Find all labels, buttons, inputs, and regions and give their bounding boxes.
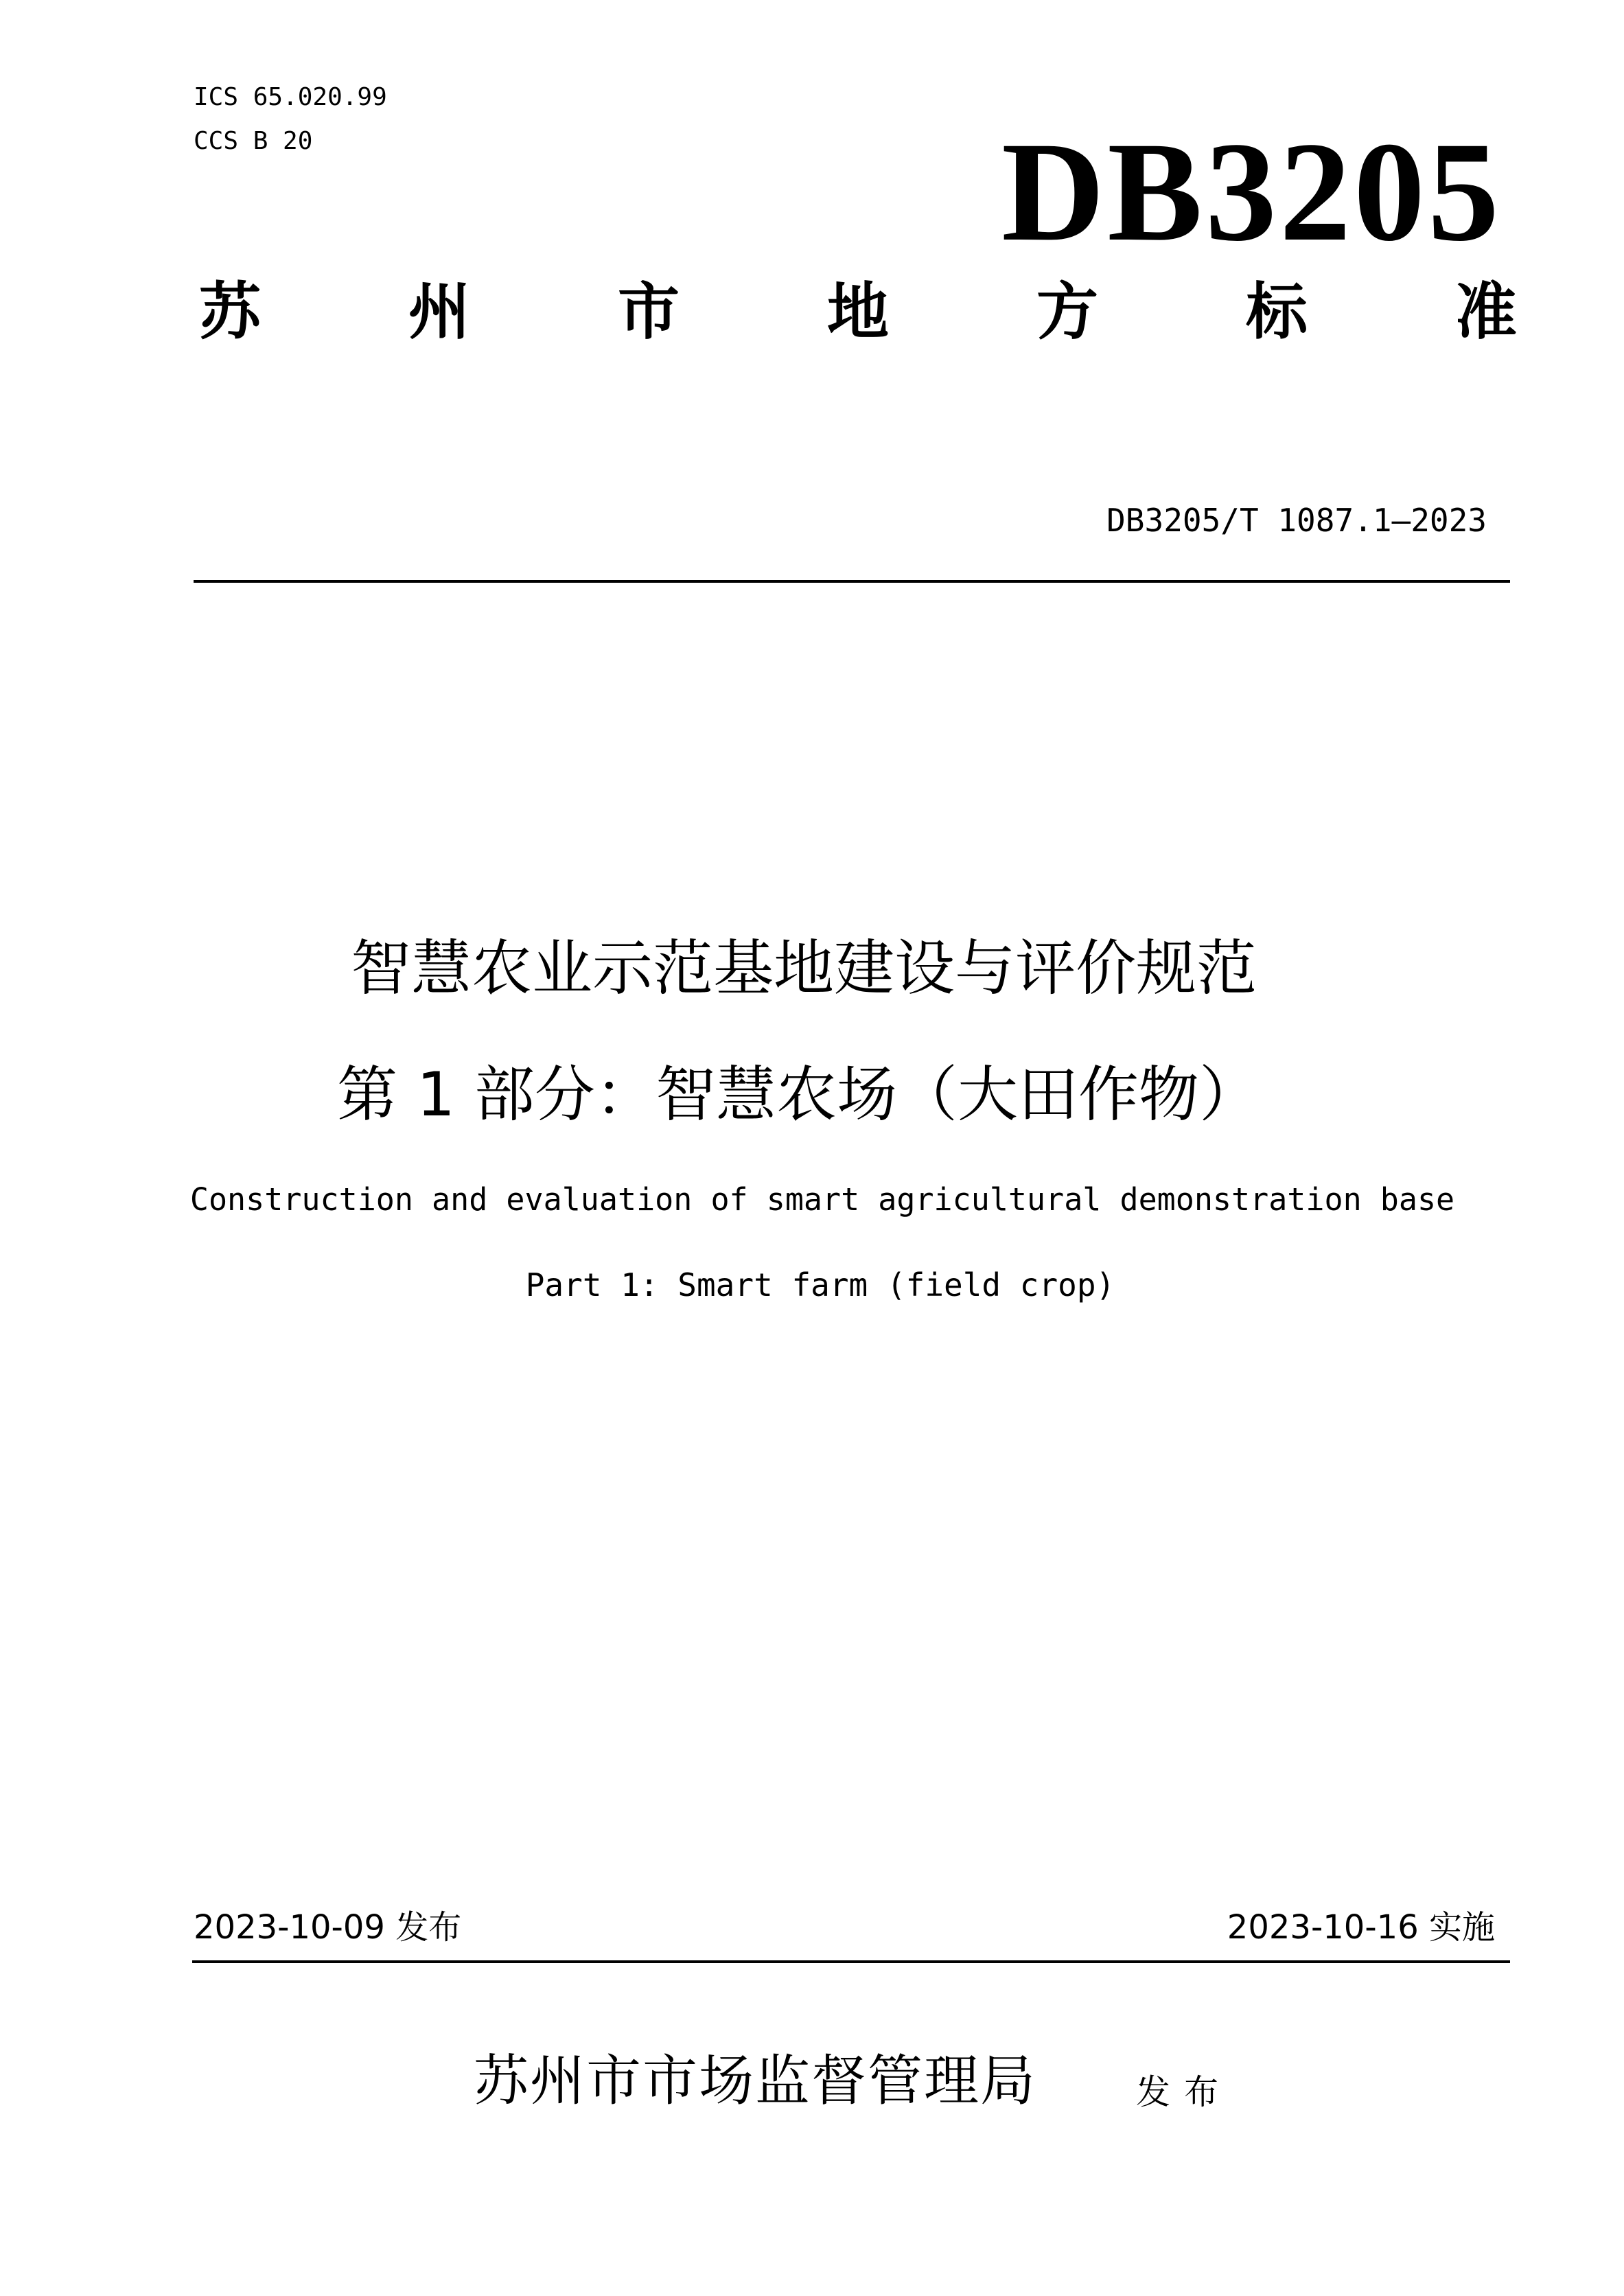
heading-char: 州 (408, 276, 470, 348)
ics-code: ICS 65.020.99 (194, 83, 387, 111)
db-logo: DB3205 (1001, 113, 1502, 270)
title-english-main: Construction and evaluation of smart agricultural demonstration base (189, 1181, 1455, 1218)
heading-char: 方 (1036, 276, 1098, 348)
local-standard-heading (199, 275, 1517, 350)
title-chinese-part: 第 1 部分：智慧农场（大田作物） (337, 1059, 1260, 1130)
top-divider (194, 580, 1510, 583)
heading-char: 地 (827, 276, 889, 348)
heading-char: 标 (1246, 276, 1308, 348)
implementation-date: 2023-10-16 实施 (1227, 1908, 1495, 1947)
bottom-divider (192, 1960, 1510, 1963)
heading-char: 苏 (199, 276, 261, 348)
title-english-part: Part 1: Smart farm (field crop) (525, 1266, 1115, 1303)
heading-char: 市 (618, 276, 680, 348)
issuing-label: 发布 (1136, 2072, 1232, 2112)
standard-number: DB3205/T 1087.1—2023 (1106, 502, 1487, 539)
issue-date: 2023-10-09 发布 (194, 1908, 462, 1947)
ccs-code: CCS B 20 (194, 127, 313, 155)
issuing-authority: 苏州市市场监督管理局 (474, 2049, 1036, 2113)
heading-char: 准 (1455, 276, 1517, 348)
title-chinese-main: 智慧农业示范基地建设与评价规范 (350, 933, 1257, 1004)
